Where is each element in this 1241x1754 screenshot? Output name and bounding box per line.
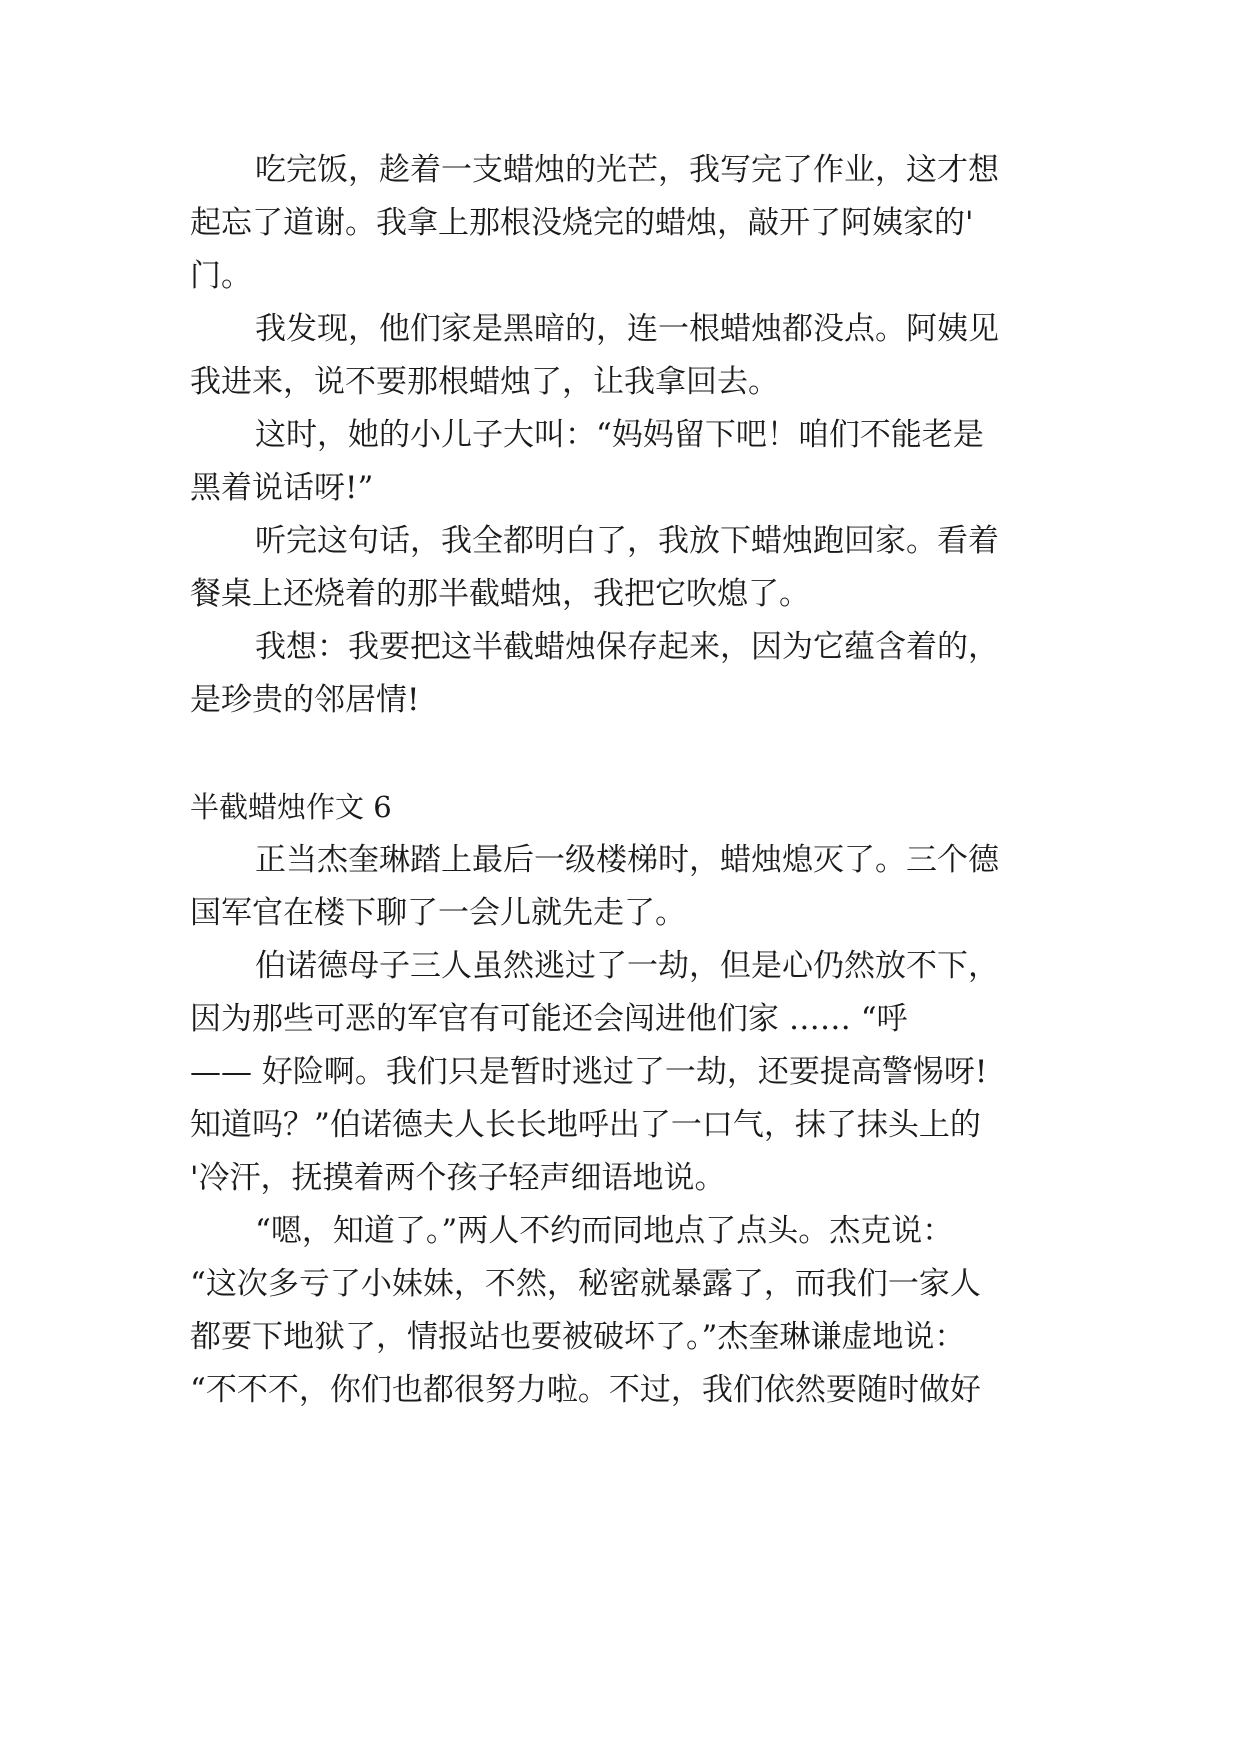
paragraph-line: 门。	[190, 258, 252, 294]
paragraph-line: 这时，她的小儿子大叫：“妈妈留下吧！咱们不能老是	[255, 417, 984, 453]
paragraph-line: —— 好险啊。我们只是暂时逃过了一劫，还要提高警惕呀!	[190, 1054, 988, 1090]
paragraph-line: '冷汗，抚摸着两个孩子轻声细语地说。	[190, 1160, 726, 1196]
paragraph-line: 吃完饭，趁着一支蜡烛的光芒，我写完了作业，这才想	[255, 152, 999, 188]
paragraph-line: 我进来，说不要那根蜡烛了，让我拿回去。	[190, 364, 779, 400]
paragraph-line: 伯诺德母子三人虽然逃过了一劫，但是心仍然放不下，	[255, 948, 999, 984]
paragraph-line: 因为那些可恶的军官有可能还会闯进他们家 …… “呼	[190, 1001, 908, 1037]
section-heading: 半截蜡烛作文 6	[190, 790, 392, 824]
paragraph-line: 正当杰奎琳踏上最后一级楼梯时，蜡烛熄灭了。三个德	[255, 842, 999, 878]
paragraph-line: 听完这句话，我全都明白了，我放下蜡烛跑回家。看着	[255, 523, 999, 559]
paragraph-line: 我发现，他们家是黑暗的，连一根蜡烛都没点。阿姨见	[255, 311, 999, 347]
paragraph-line: 国军官在楼下聊了一会儿就先走了。	[190, 895, 686, 931]
paragraph-line: 是珍贵的邻居情!	[190, 682, 420, 718]
paragraph-line: 起忘了道谢。我拿上那根没烧完的蜡烛，敲开了阿姨家的'	[190, 205, 974, 241]
paragraph-line: 黑着说话呀!”	[190, 470, 374, 506]
paragraph-line: 我想：我要把这半截蜡烛保存起来，因为它蕴含着的，	[255, 629, 999, 665]
paragraph-line: 知道吗？”伯诺德夫人长长地呼出了一口气，抹了抹头上的	[190, 1107, 981, 1143]
paragraph-line: “嗯，知道了。”两人不约而同地点了点头。杰克说：	[255, 1213, 954, 1249]
paragraph-line: 餐桌上还烧着的那半截蜡烛，我把它吹熄了。	[190, 576, 810, 612]
paragraph-line: 都要下地狱了，情报站也要被破坏了。”杰奎琳谦虚地说：	[190, 1319, 966, 1355]
paragraph-line: “这次多亏了小妹妹，不然，秘密就暴露了，而我们一家人	[190, 1266, 981, 1302]
paragraph-line: “不不不，你们也都很努力啦。不过，我们依然要随时做好	[190, 1372, 981, 1408]
